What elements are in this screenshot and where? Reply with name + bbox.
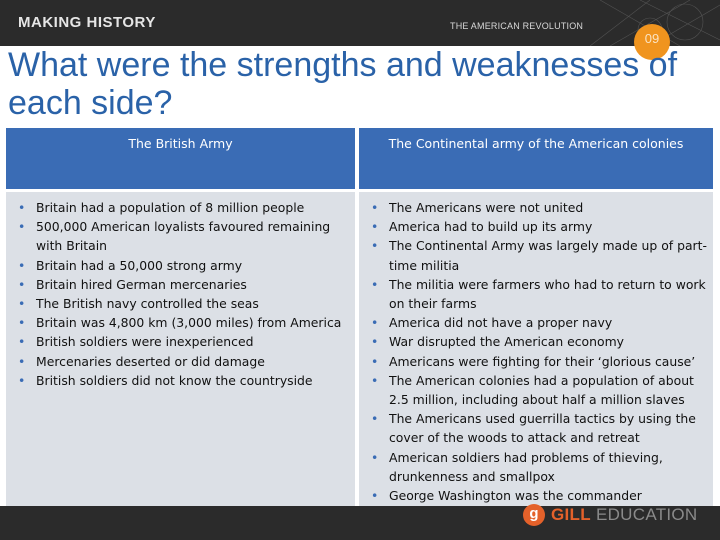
british-army-panel (6, 128, 355, 506)
series-title: THE AMERICAN REVOLUTION (450, 21, 584, 31)
gill-logo-bold: GILL (551, 505, 591, 524)
list-item: • Britain was 4,800 km (3,000 miles) from America (16, 313, 349, 332)
list-item: • The American colonies had a population of about 2.5 million, including about half a million slaves (369, 371, 707, 409)
continental-army-heading: The Continental army of the American colonies (359, 128, 713, 189)
list-item: • War disrupted the American economy (369, 332, 707, 351)
list-item: • America did not have a proper navy (369, 313, 707, 332)
list-item: • Britain had a population of 8 million people (16, 198, 349, 217)
gill-logo-text (551, 504, 698, 526)
american-points-list (359, 192, 713, 505)
list-item: • The militia were farmers who had to return to work on their farms (369, 275, 707, 313)
gill-logo-rest: EDUCATION (590, 505, 698, 524)
top-banner (0, 0, 720, 46)
continental-army-panel (359, 128, 713, 506)
british-points-list (6, 192, 355, 390)
list-item: • Britain had a 50,000 strong army (16, 256, 349, 275)
list-item: • The Americans were not united (369, 198, 707, 217)
chapter-number-badge: 09 (634, 24, 670, 60)
list-item: • 500,000 American loyalists favoured remaining with Britain (16, 217, 349, 255)
list-item: • George Washington was the commander (369, 486, 707, 505)
list-item: • The British navy controlled the seas (16, 294, 349, 313)
list-item: • Mercenaries deserted or did damage (16, 352, 349, 371)
list-item: • Americans were fighting for their ‘glorious cause’ (369, 352, 707, 371)
list-item: • The Americans used guerrilla tactics by using the cover of the woods to attack and retreat (369, 409, 707, 447)
british-army-heading: The British Army (6, 128, 355, 189)
page-title: What were the strengths and weaknesses of each side? (8, 46, 678, 122)
making-history-logo: MAKING HISTORY (18, 14, 156, 31)
list-item: • American soldiers had problems of thieving, drunkenness and smallpox (369, 448, 707, 486)
list-item: • The Continental Army was largely made up of part-time militia (369, 236, 707, 274)
list-item: • Britain hired German mercenaries (16, 275, 349, 294)
list-item: • British soldiers did not know the countryside (16, 371, 349, 390)
gill-logo-mark: g (523, 504, 545, 526)
list-item: • America had to build up its army (369, 217, 707, 236)
list-item: • British soldiers were inexperienced (16, 332, 349, 351)
